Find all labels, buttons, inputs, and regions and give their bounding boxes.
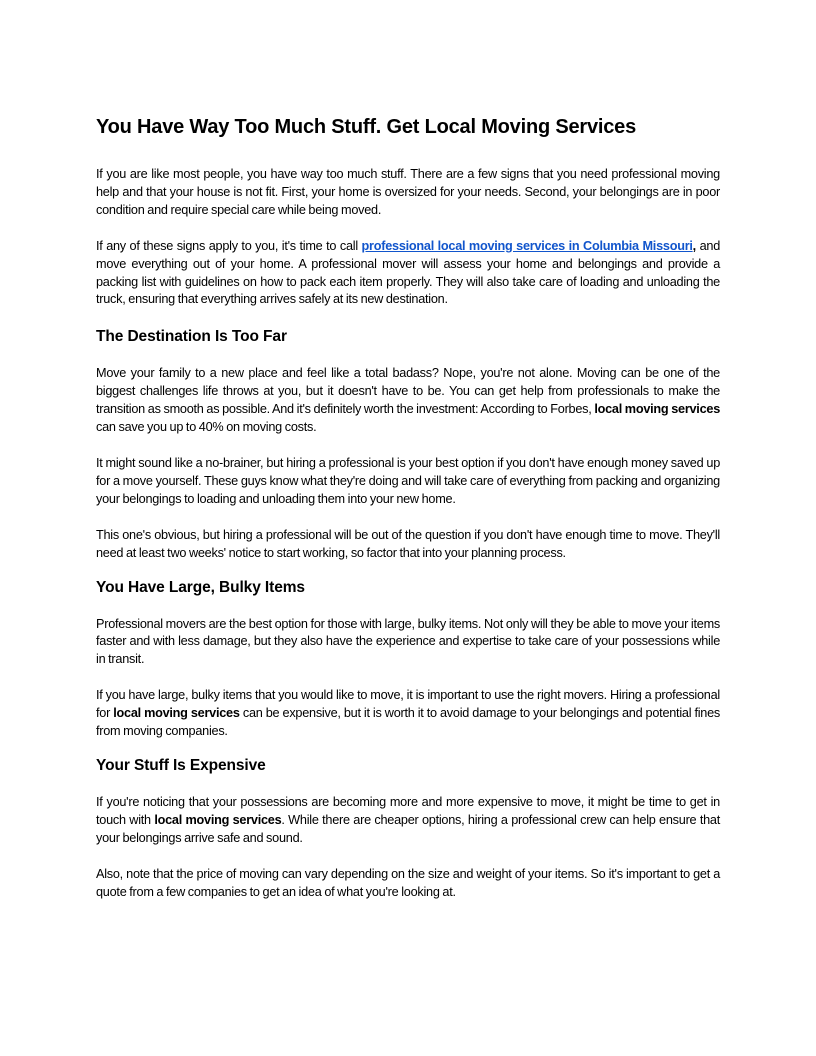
destination-paragraph-1 xyxy=(96,365,720,437)
columbia-moving-services-link[interactable]: professional local moving services in Columbia Missouri xyxy=(361,238,693,253)
expensive-p1-text-before: If you're noticing that your possessions are becoming more and more expensive to move, it might be time to get in touch with xyxy=(96,794,720,827)
intro-p2-text-after: and move everything out of your home. A professional mover will assess your home and belongings and provide a packing list with guidelines on how to pack each item properly. They will also take care of loading and unloading the truck, ensuring that everything arrives safely at its new destination. xyxy=(96,238,720,307)
expensive-p1-text-after: . While there are cheaper options, hiring a professional crew can help ensure that your belongings arrive safe and sound. xyxy=(96,812,721,845)
bulky-paragraph-1: Professional movers are the best option for those with large, bulky items. Not only will they be able to move your items faster and with less damage, but they also have the experience and expertise to take care of your possessions while in transit. xyxy=(96,616,720,667)
destination-p1-text-before: Move your family to a new place and feel like a total badass? Nope, you're not alone. Moving can be one of the biggest challenges life throws at you, but it doesn't have to be. You can get help from professionals to make the transition as smooth as possible. And it's definitely worth the investment: According to Forbes, xyxy=(96,366,720,417)
section-heading-destination: The Destination Is Too Far xyxy=(96,328,287,346)
section-heading-bulky-items: You Have Large, Bulky Items xyxy=(96,578,305,596)
section-heading-expensive: Your Stuff Is Expensive xyxy=(96,756,266,774)
destination-paragraph-2: It might sound like a no-brainer, but hiring a professional is your best option if you don't have enough money saved up for a move yourself. These guys know what they're doing and will take care of everything from packing and organizing your belongings to loading and unloading them into your new home. xyxy=(96,455,720,506)
bulky-p2-text-before: If you have large, bulky items that you would like to move, it is important to use the right movers. Hiring a professional for xyxy=(96,688,720,721)
page-title: You Have Way Too Much Stuff. Get Local Moving Services xyxy=(96,116,637,138)
document-page xyxy=(96,114,720,919)
intro-p2-comma: , xyxy=(692,238,696,253)
destination-paragraph-3: This one's obvious, but hiring a professional will be out of the question if you don't have enough time to move. They'll need at least two weeks' notice to start working, so factor that into your planning process. xyxy=(96,527,720,560)
bulky-paragraph-2 xyxy=(96,687,720,741)
expensive-p1-bold: local moving services xyxy=(154,812,282,827)
intro-paragraph-1: If you are like most people, you have way too much stuff. There are a few signs that you need professional moving help and that your house is not fit. First, your home is oversized for your needs. Second, your belongings are in poor condition and require special care while being moved. xyxy=(96,167,720,217)
destination-p1-text-after: can save you up to 40% on moving costs. xyxy=(96,420,317,435)
bulky-p2-text-after: can be expensive, but it is worth it to avoid damage to your belongings and potential fines from moving companies. xyxy=(96,706,720,739)
bulky-p2-bold: local moving services xyxy=(113,706,240,721)
expensive-paragraph-2: Also, note that the price of moving can vary depending on the size and weight of your items. So it's important to get a quote from a few companies to get an idea of what you're looking at. xyxy=(96,866,720,899)
destination-p1-bold: local moving services xyxy=(594,402,721,417)
intro-p2-text-before: If any of these signs apply to you, it's time to call xyxy=(96,238,362,253)
intro-paragraph-2 xyxy=(96,238,720,310)
expensive-paragraph-1 xyxy=(96,794,720,848)
